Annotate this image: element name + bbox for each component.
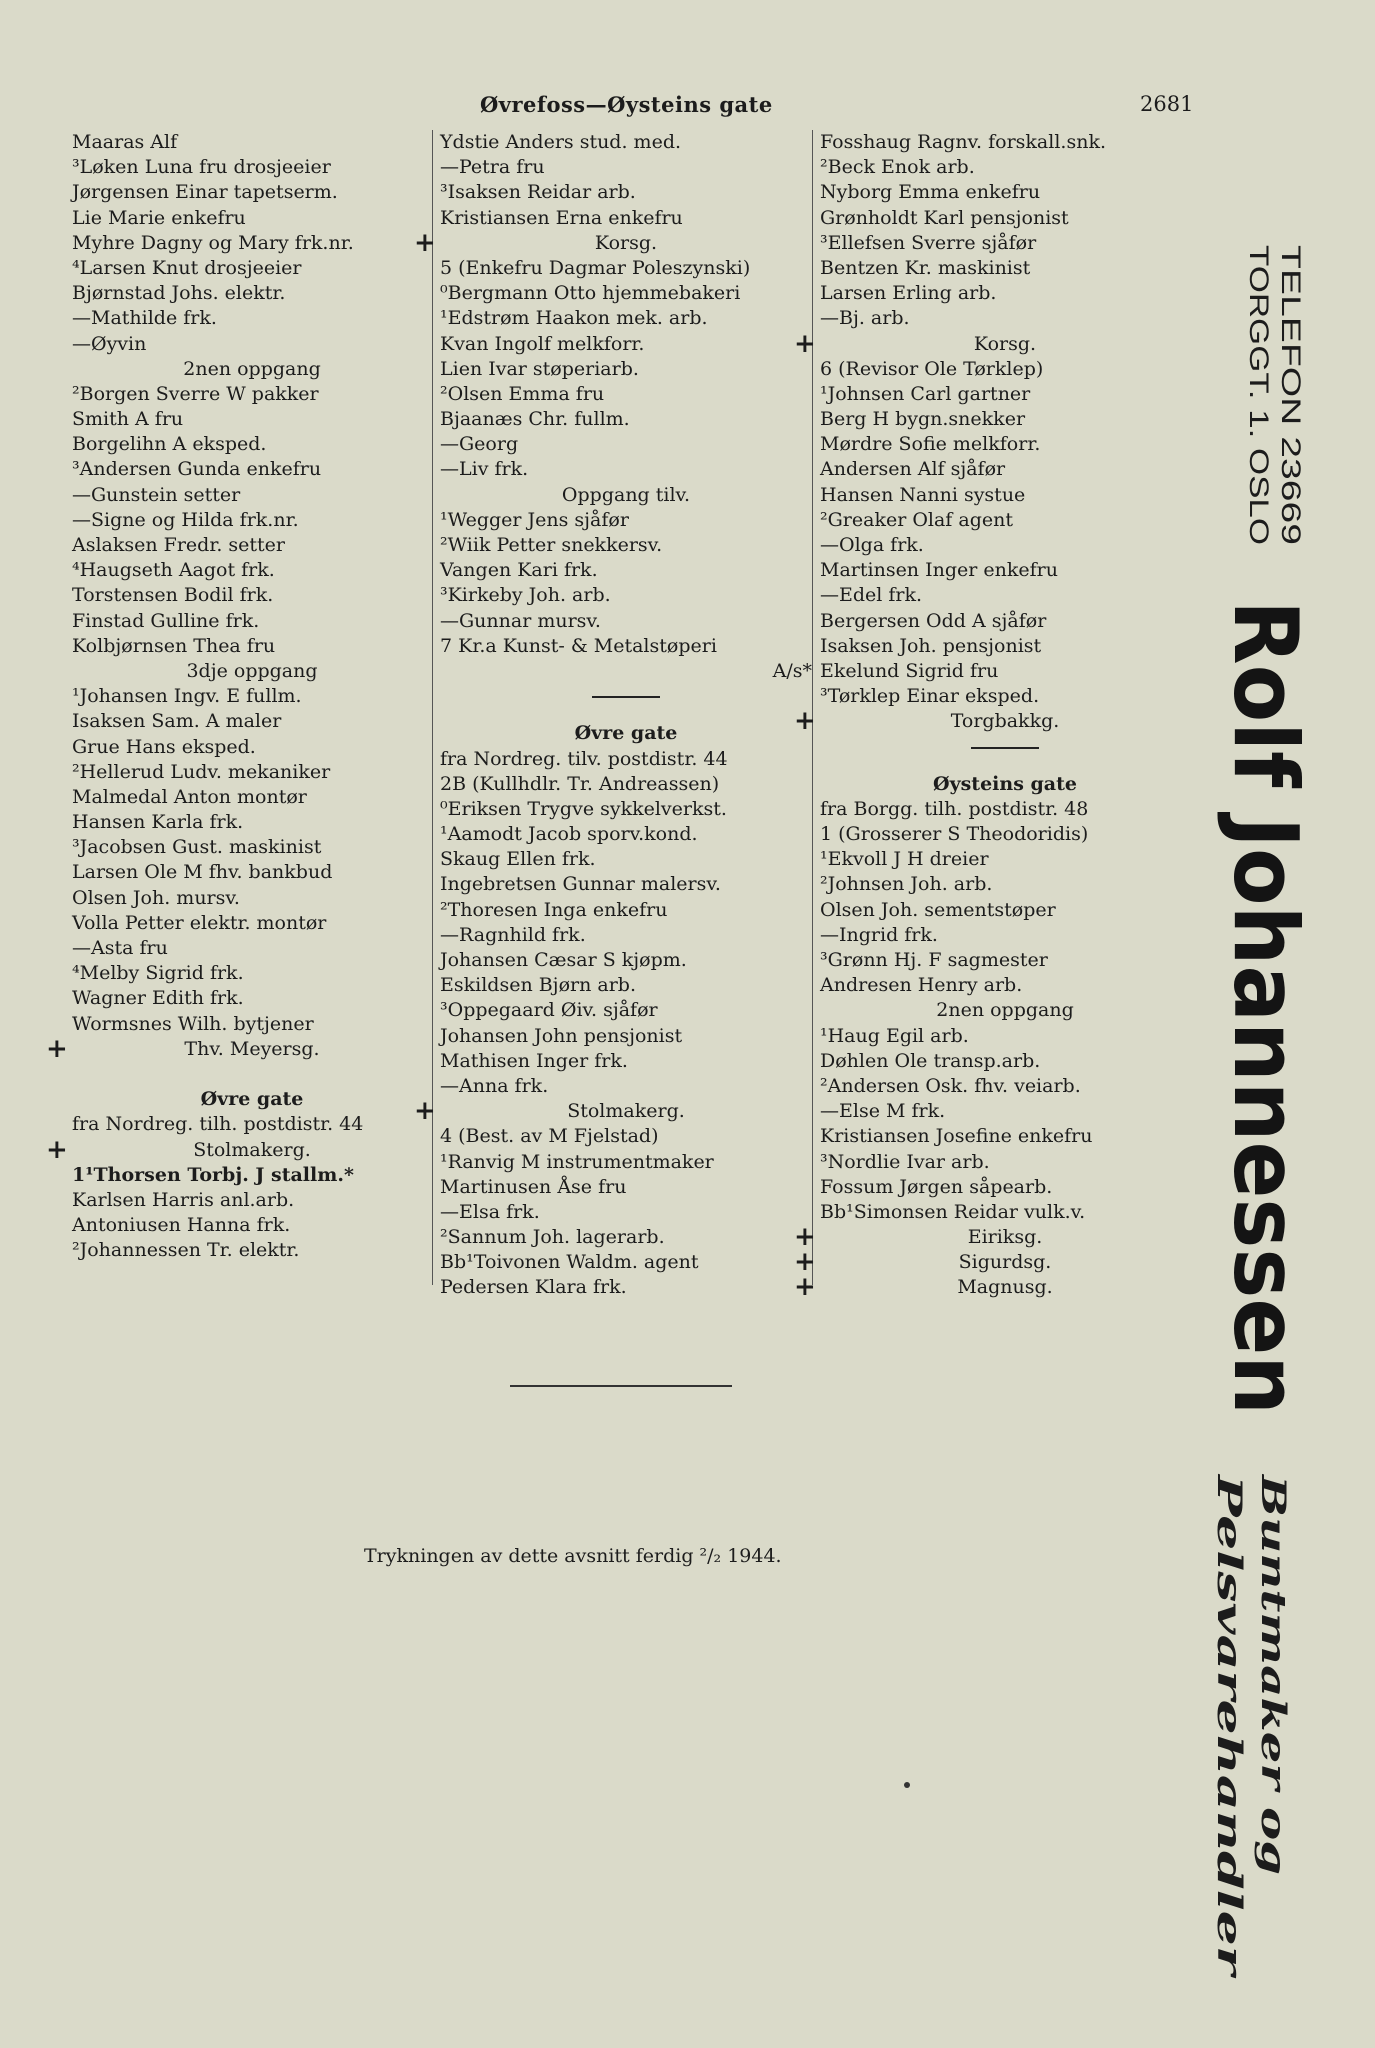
advert-trade: [1200, 1475, 1310, 1995]
entry-text: —Georg: [440, 433, 519, 456]
directory-entry: [72, 457, 432, 482]
entry-text: Grønholdt Karl pensjonist: [820, 206, 1069, 229]
directory-entry: [820, 898, 1190, 923]
entry-text: Aslaksen Fredr. setter: [72, 534, 285, 556]
directory-entry: [440, 973, 812, 998]
directory-entry: [72, 961, 432, 986]
entry-text: Korsg.: [594, 231, 658, 254]
section-divider: [820, 747, 1190, 772]
directory-entry: [72, 483, 432, 508]
entry-text: —Petra fru: [440, 156, 545, 179]
entry-text: Jørgensen Einar tapetserm.: [72, 181, 338, 204]
street-heading: [794, 328, 1190, 359]
directory-entry: [72, 231, 432, 256]
entry-text: ²Olsen Emma fru: [440, 382, 605, 405]
directory-entry: [72, 986, 432, 1011]
street-heading: [46, 1134, 432, 1165]
entry-text: ²Sannum Joh. lagerarb.: [440, 1226, 665, 1249]
entry-text: ¹Johnsen Carl gartner: [820, 382, 1031, 405]
entry-text: Wagner Edith frk.: [72, 987, 244, 1010]
directory-entry: [440, 1275, 812, 1300]
directory-entry: [820, 508, 1190, 533]
directory-entry: [820, 583, 1190, 608]
directory-entry: [820, 1049, 1190, 1074]
directory-entry: [440, 609, 812, 634]
entry-text: ²Beck Enok arb.: [820, 156, 975, 179]
directory-entry: [820, 634, 1190, 659]
entry-text: 7 Kr.a Kunst- & Metalstøperi: [440, 634, 717, 657]
directory-entry: [440, 206, 812, 231]
entry-text: Fosshaug Ragnv. forskall.snk.: [820, 131, 1106, 153]
entry-text: —Mathilde frk.: [72, 307, 217, 330]
advert-name: [1205, 600, 1320, 1455]
street-heading: [820, 772, 1190, 797]
entry-text: Antoniusen Hanna frk.: [72, 1214, 291, 1237]
directory-entry: [820, 1074, 1190, 1099]
entry-text: ⁰Eriksen Trygve sykkelverkst.: [440, 797, 727, 820]
entry-text: Bb¹Simonsen Reidar vulk.v.: [820, 1200, 1086, 1223]
entry-text: ¹Ekvoll J H dreier: [820, 848, 989, 871]
entry-text: Nyborg Emma enkefru: [820, 181, 1041, 204]
entry-text: Kvan Ingolf melkforr.: [440, 332, 645, 355]
directory-entry: [820, 1024, 1190, 1049]
entry-text: Andersen Alf sjåfør: [820, 458, 1006, 481]
entry-text: Stolmakerg.: [567, 1100, 685, 1123]
directory-entry: [440, 508, 812, 533]
directory-entry: [820, 1200, 1190, 1225]
directory-entry: [440, 847, 812, 872]
entry-text: ³Tørklep Einar eksped.: [820, 685, 1040, 708]
entry-text: Hansen Nanni systue: [820, 483, 1026, 506]
entry-text: Skaug Ellen frk.: [440, 848, 596, 871]
directory-entry: [820, 973, 1190, 998]
directory-entry: [72, 1062, 432, 1087]
entry-text: 6 (Revisor Ole Tørklep): [820, 357, 1044, 380]
directory-entry: [72, 583, 432, 608]
entry-text: ³Løken Luna fru drosjeeier: [72, 156, 331, 179]
entry-text: Korsg.: [973, 332, 1037, 355]
entry-text: ⁴Haugseth Aagot frk.: [72, 559, 275, 582]
entry-text: Berg H bygn.snekker: [820, 408, 1026, 431]
directory-entry: [72, 1163, 432, 1188]
directory-entry: [440, 332, 812, 357]
entry-text: Sigurdsg.: [958, 1251, 1052, 1274]
entry-text: Olsen Joh. mursv.: [72, 886, 240, 909]
directory-column-1: [46, 130, 432, 1263]
entry-text: Johansen John pensjonist: [440, 1024, 683, 1047]
entry-text: Grue Hans eksped.: [72, 735, 256, 758]
entry-text: Mathisen Inger frk.: [440, 1049, 628, 1072]
entry-text: Hansen Karla frk.: [72, 811, 244, 834]
directory-entry: [72, 709, 432, 734]
entry-text: Ingebretsen Gunnar malersv.: [440, 873, 721, 896]
directory-entry: [72, 860, 432, 885]
entry-text: Eskildsen Bjørn arb.: [440, 974, 636, 997]
entry-text: Myhre Dagny og Mary frk.nr.: [72, 231, 354, 254]
directory-entry: [820, 847, 1190, 872]
street-heading: [794, 1222, 1190, 1253]
entry-text: fra Borgg. tilh. postdistr. 48: [820, 797, 1089, 820]
entry-text: —Asta fru: [72, 937, 168, 959]
entry-text: ⁰Bergmann Otto hjemmebakeri: [440, 282, 741, 305]
entry-text: Finstad Gulline frk.: [72, 609, 260, 632]
directory-entry: [820, 923, 1190, 948]
entry-text: ¹Johansen Ingv. E fullm.: [72, 685, 302, 708]
directory-entry: [72, 382, 432, 407]
entry-text: ¹Wegger Jens sjåfør: [440, 508, 629, 531]
directory-column-3: [794, 130, 1190, 1303]
entry-text: Vangen Kari frk.: [440, 559, 598, 582]
directory-entry: [820, 797, 1190, 822]
cross-street-icon: +: [46, 1134, 68, 1165]
entry-text: 2nen oppgang: [183, 357, 321, 380]
directory-entry: [820, 180, 1190, 205]
entry-text: —Ragnhild frk.: [440, 923, 586, 946]
directory-entry: [72, 609, 432, 634]
entry-text: Mørdre Sofie melkforr.: [820, 433, 1041, 456]
entry-text: ³Isaksen Reidar arb.: [440, 181, 636, 204]
entry-text: ¹Aamodt Jacob sporv.kond.: [440, 823, 698, 846]
entry-text: Øvre gate: [200, 1088, 304, 1111]
directory-entry: [820, 1150, 1190, 1175]
entry-text: Ekelund Sigrid fru: [820, 659, 999, 682]
entry-text: fra Nordreg. tilv. postdistr. 44: [440, 747, 728, 770]
cross-street-icon: +: [794, 706, 816, 737]
directory-entry: [440, 457, 812, 482]
entry-text: —Øyvin: [72, 332, 147, 355]
entry-text: Malmedal Anton montør: [72, 785, 307, 808]
street-heading: [440, 721, 812, 746]
page-header-title: Øvrefoss—Øysteins gate: [480, 92, 773, 117]
entry-text: ³Grønn Hj. F sagmester: [820, 949, 1048, 971]
entry-text: Bentzen Kr. maskinist: [820, 256, 1031, 279]
advert-contact: [1232, 245, 1306, 605]
advert-trade-line2: Pelsvarehandler: [1209, 1475, 1249, 1783]
street-heading: [794, 1247, 1190, 1278]
directory-entry: [820, 256, 1190, 281]
entry-text: Pedersen Klara frk.: [440, 1276, 627, 1299]
directory-entry: [72, 281, 432, 306]
directory-entry: [820, 609, 1190, 634]
entry-text: Eiriksg.: [967, 1226, 1043, 1249]
directory-entry: [72, 634, 432, 659]
directory-entry: [72, 684, 432, 709]
directory-entry: [72, 332, 432, 357]
entry-text: ²Thoresen Inga enkefru: [440, 898, 668, 921]
entry-text: ²Hellerud Ludv. mekaniker: [72, 760, 331, 783]
directory-entry: [440, 407, 812, 432]
directory-entry: [440, 382, 812, 407]
directory-entry: [440, 948, 812, 973]
entry-text: ³Nordlie Ivar arb.: [820, 1150, 990, 1173]
entry-text: Martinsen Inger enkefru: [820, 559, 1058, 582]
directory-entry: [440, 659, 812, 684]
section-divider-line: [971, 747, 1039, 749]
entry-text: ²Borgen Sverre W pakker: [72, 382, 319, 405]
entry-text: Smith A fru: [72, 408, 184, 431]
entry-text: Karlsen Harris anl.arb.: [72, 1188, 295, 1211]
page-number: 2681: [1140, 92, 1194, 116]
directory-entry: [72, 130, 432, 155]
street-heading: [72, 1087, 432, 1112]
street-heading: [72, 659, 432, 684]
directory-entry: [72, 735, 432, 760]
directory-entry: [440, 533, 812, 558]
directory-entry: [440, 256, 812, 281]
entry-text: ²Wiik Petter snekkersv.: [440, 534, 663, 556]
street-heading: [414, 1096, 812, 1127]
directory-entry: [72, 1213, 432, 1238]
directory-entry: [820, 684, 1190, 709]
entry-text: 2nen oppgang: [936, 999, 1074, 1022]
entry-text: —Else M frk.: [820, 1100, 946, 1123]
directory-entry: [440, 357, 812, 382]
entry-text: —Ingrid frk.: [820, 923, 938, 946]
directory-entry: [440, 130, 812, 155]
street-heading: [46, 1033, 432, 1064]
entry-text: Isaksen Joh. pensjonist: [820, 634, 1042, 657]
entry-text: Lien Ivar støperiarb.: [440, 357, 639, 380]
directory-entry: [820, 659, 1190, 684]
directory-entry: [440, 898, 812, 923]
entry-text: Volla Petter elektr. montør: [72, 911, 327, 934]
cross-street-icon: +: [794, 1222, 816, 1253]
entry-text: ⁴Melby Sigrid frk.: [72, 962, 244, 985]
entry-text: Thv. Meyersg.: [184, 1037, 320, 1060]
entry-text: Døhlen Ole transp.arb.: [820, 1049, 1041, 1072]
entry-text: —Olga frk.: [820, 534, 924, 556]
entry-text: —Elsa frk.: [440, 1200, 540, 1223]
entry-text: Kristiansen Josefine enkefru: [820, 1125, 1093, 1148]
street-heading: [414, 227, 812, 258]
entry-text: A/s*: [772, 659, 812, 682]
entry-text: ²Johannessen Tr. elektr.: [72, 1239, 300, 1262]
directory-entry: [72, 760, 432, 785]
directory-entry: [440, 155, 812, 180]
entry-text: —Anna frk.: [440, 1074, 549, 1097]
entry-text: Magnusg.: [957, 1276, 1053, 1299]
directory-entry: [820, 382, 1190, 407]
directory-entry: [72, 886, 432, 911]
horizontal-rule: [510, 1385, 732, 1387]
street-heading: [72, 357, 432, 382]
directory-entry: [72, 533, 432, 558]
directory-entry: [440, 747, 812, 772]
directory-entry: [72, 155, 432, 180]
entry-text: Øvre gate: [574, 722, 678, 745]
directory-entry: [72, 835, 432, 860]
entry-text: ¹Haug Egil arb.: [820, 1024, 969, 1047]
directory-entry: [820, 822, 1190, 847]
cross-street-icon: +: [414, 1096, 436, 1127]
directory-entry: [72, 256, 432, 281]
directory-entry: [440, 1250, 812, 1275]
directory-entry: [820, 872, 1190, 897]
directory-entry: [72, 810, 432, 835]
entry-text: ²Johnsen Joh. arb.: [820, 873, 993, 896]
street-heading: [794, 1272, 1190, 1303]
entry-text: Stolmakerg.: [193, 1138, 311, 1161]
directory-entry: [440, 822, 812, 847]
entry-text: Fossum Jørgen såpearb.: [820, 1175, 1053, 1198]
directory-entry: [440, 1225, 812, 1250]
directory-entry: [72, 180, 432, 205]
footer-note: Trykningen av dette avsnitt ferdig ²/₂ 1944.: [364, 1545, 782, 1567]
directory-entry: [820, 558, 1190, 583]
entry-text: Bjaanæs Chr. fullm.: [440, 408, 630, 431]
directory-entry: [820, 281, 1190, 306]
entry-text: 2B (Kullhdlr. Tr. Andreassen): [440, 772, 720, 795]
entry-text: ³Andersen Gunda enkefru: [72, 458, 322, 481]
cross-street-icon: +: [794, 1247, 816, 1278]
entry-text: Isaksen Sam. A maler: [72, 710, 282, 733]
directory-entry: [72, 936, 432, 961]
entry-text: Torstensen Bodil frk.: [72, 584, 274, 607]
entry-text: Ydstie Anders stud. med.: [440, 131, 682, 153]
entry-text: ¹Edstrøm Haakon mek. arb.: [440, 307, 708, 330]
entry-text: —Gunnar mursv.: [440, 609, 601, 632]
directory-entry: [72, 1112, 432, 1137]
entry-text: Kristiansen Erna enkefru: [440, 206, 683, 229]
directory-entry: [440, 281, 812, 306]
directory-entry: [820, 206, 1190, 231]
directory-entry: [72, 911, 432, 936]
directory-entry: [440, 1124, 812, 1149]
entry-text: —Edel frk.: [820, 584, 923, 607]
directory-entry: [820, 948, 1190, 973]
entry-text: Bergersen Odd A sjåfør: [820, 609, 1047, 632]
entry-text: 1¹Thorsen Torbj. J stallm.*: [72, 1163, 354, 1186]
directory-entry: [440, 1150, 812, 1175]
directory-entry: [440, 558, 812, 583]
entry-text: ³Ellefsen Sverre sjåfør: [820, 231, 1037, 254]
street-heading: [820, 998, 1190, 1023]
entry-text: —Bj. arb.: [820, 307, 910, 330]
ink-speck: [904, 1782, 910, 1788]
entry-text: Martinusen Åse fru: [440, 1175, 627, 1198]
directory-entry: [820, 457, 1190, 482]
directory-entry: [440, 1200, 812, 1225]
directory-column-2: [414, 130, 812, 1301]
advert-trade-line1: Buntmaker og: [1253, 1475, 1293, 1749]
entry-text: ²Greaker Olaf agent: [820, 508, 1013, 531]
entry-text: Bb¹Toivonen Waldm. agent: [440, 1251, 699, 1274]
entry-text: —Gunstein setter: [72, 483, 241, 506]
directory-entry: [440, 306, 812, 331]
entry-text: Borgelihn A eksped.: [72, 433, 267, 456]
directory-entry: [440, 1049, 812, 1074]
directory-entry: [440, 583, 812, 608]
entry-text: Øysteins gate: [933, 772, 1077, 795]
directory-entry: [820, 306, 1190, 331]
entry-text: Andresen Henry arb.: [820, 974, 1023, 997]
entry-text: fra Nordreg. tilh. postdistr. 44: [72, 1113, 364, 1136]
cross-street-icon: +: [794, 1272, 816, 1303]
directory-entry: [440, 1024, 812, 1049]
section-divider: [440, 696, 812, 721]
entry-text: ⁴Larsen Knut drosjeeier: [72, 256, 302, 279]
entry-text: Johansen Cæsar S kjøpm.: [440, 949, 687, 971]
directory-entry: [440, 180, 812, 205]
entry-text: 1 (Grosserer S Theodoridis): [820, 823, 1089, 846]
entry-text: Larsen Ole M fhv. bankbud: [72, 861, 333, 884]
entry-text: —Signe og Hilda frk.nr.: [72, 508, 299, 531]
directory-entry: [820, 432, 1190, 457]
advert-phone: TELEFON 23669: [1276, 245, 1306, 453]
directory-entry: [72, 508, 432, 533]
section-divider-line: [592, 696, 660, 698]
advert-address: TORGGT. 1. OSLO: [1244, 245, 1274, 478]
entry-text: 3dje oppgang: [186, 659, 318, 682]
directory-entry: [820, 1099, 1190, 1124]
directory-entry: [72, 1238, 432, 1263]
directory-entry: [440, 923, 812, 948]
entry-text: ²Andersen Osk. fhv. veiarb.: [820, 1074, 1081, 1097]
directory-entry: [440, 998, 812, 1023]
entry-text: Bjørnstad Johs. elektr.: [72, 282, 286, 305]
entry-text: —Liv frk.: [440, 458, 529, 481]
directory-entry: [72, 306, 432, 331]
entry-text: Lie Marie enkefru: [72, 206, 246, 229]
directory-entry: [440, 772, 812, 797]
entry-text: 4 (Best. av M Fjelstad): [440, 1125, 659, 1148]
entry-text: Kolbjørnsen Thea fru: [72, 634, 276, 657]
cross-street-icon: +: [46, 1033, 68, 1064]
directory-entry: [72, 785, 432, 810]
advert-name-text: Rolf Johannessen: [1214, 600, 1317, 1455]
directory-entry: [72, 558, 432, 583]
entry-text: Wormsnes Wilh. bytjener: [72, 1012, 314, 1035]
directory-entry: [820, 483, 1190, 508]
entry-text: Oppgang tilv.: [561, 483, 691, 506]
entry-text: ³Kirkeby Joh. arb.: [440, 584, 611, 607]
directory-entry: [820, 130, 1190, 155]
entry-text: ³Jacobsen Gust. maskinist: [72, 836, 322, 859]
directory-entry: [440, 432, 812, 457]
directory-entry: [820, 155, 1190, 180]
directory-entry: [820, 1175, 1190, 1200]
cross-street-icon: +: [414, 227, 436, 258]
directory-entry: [440, 1175, 812, 1200]
directory-entry: [820, 407, 1190, 432]
entry-text: Maaras Alf: [72, 131, 178, 153]
directory-entry: [440, 634, 812, 659]
directory-entry: [72, 206, 432, 231]
entry-text: 5 (Enkefru Dagmar Poleszynski): [440, 256, 751, 279]
entry-text: ¹Ranvig M instrumentmaker: [440, 1150, 714, 1173]
street-heading: [794, 706, 1190, 737]
entry-text: Olsen Joh. sementstøper: [820, 898, 1056, 921]
directory-entry: [72, 1188, 432, 1213]
directory-entry: [820, 231, 1190, 256]
entry-text: Torgbakkg.: [950, 710, 1060, 733]
directory-entry: [72, 407, 432, 432]
entry-text: Larsen Erling arb.: [820, 282, 997, 305]
street-heading: [440, 483, 812, 508]
directory-entry: [820, 533, 1190, 558]
directory-entry: [72, 432, 432, 457]
directory-entry: [820, 1124, 1190, 1149]
directory-entry: [440, 872, 812, 897]
cross-street-icon: +: [794, 328, 816, 359]
entry-text: ³Oppegaard Øiv. sjåfør: [440, 999, 658, 1022]
directory-entry: [440, 1074, 812, 1099]
directory-entry: [440, 797, 812, 822]
directory-entry: [820, 357, 1190, 382]
directory-entry: [72, 1012, 432, 1037]
